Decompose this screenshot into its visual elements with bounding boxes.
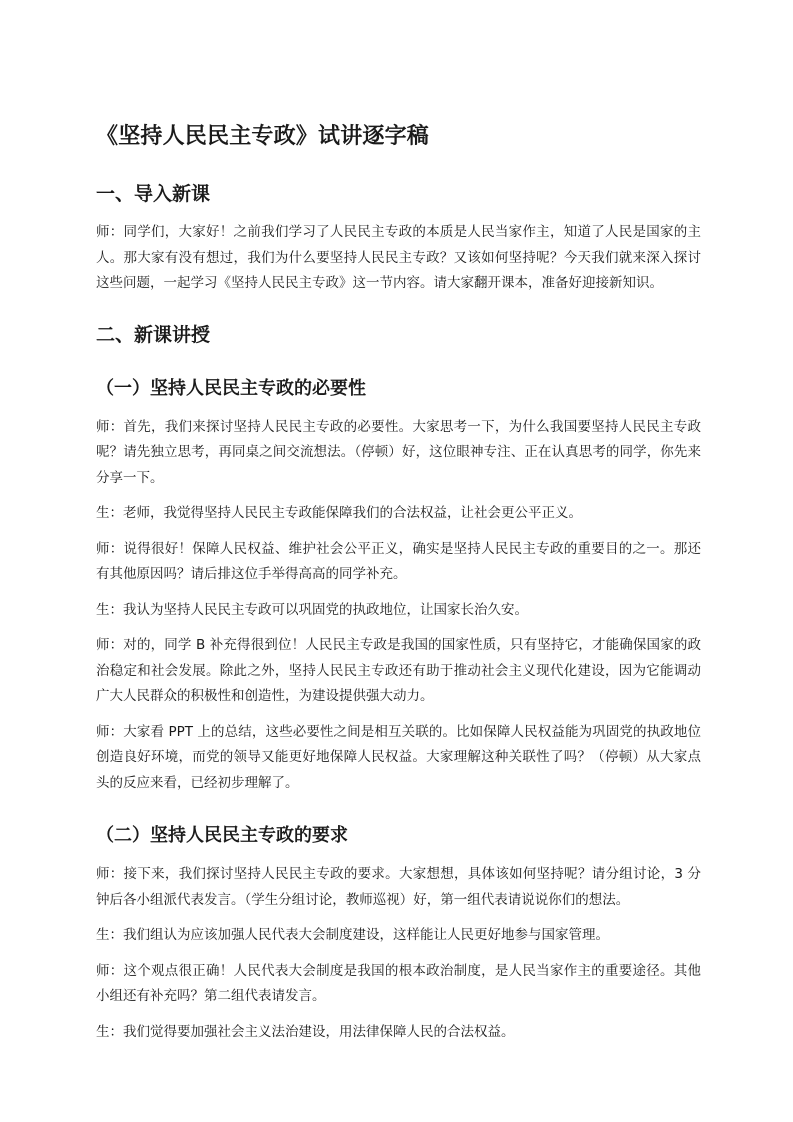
subsection-heading-requirements: （二）坚持人民民主专政的要求 <box>96 825 348 846</box>
section-heading-lecture: 二、新课讲授 <box>96 323 211 346</box>
paragraph: 师：这个观点很正确！人民代表大会制度是我国的根本政治制度，是人民当家作主的重要途径。其他小组还有补充吗？第二组代表请发言。 <box>96 962 701 1004</box>
paragraph: 生：老师，我觉得坚持人民民主专政能保障我们的合法权益，让社会更公平正义。 <box>96 505 582 521</box>
paragraph: 师：同学们，大家好！之前我们学习了人民民主专政的本质是人民当家作主，知道了人民是国家的主人。那大家有没有想过，我们为什么要坚持人民民主专政？又该如何坚持呢？今天我们就来深入探讨这些问题，一起学习《坚持人民民主专政》这一节内容。请大家翻开课本，准备好迎接新知识。 <box>96 224 701 291</box>
paragraph: 师：首先，我们来探讨坚持人民民主专政的必要性。大家思考一下，为什么我国要坚持人民民主专政呢？请先独立思考，再同桌之间交流想法。（停顿）好，这位眼神专注、正在认真思考的同学，你先来分享一下。 <box>96 418 701 486</box>
section-heading-intro: 一、导入新课 <box>96 183 211 205</box>
subsection-heading-necessity: （一）坚持人民民主专政的必要性 <box>96 377 366 399</box>
paragraph: 生：我们组认为应该加强人民代表大会制度建设，这样能让人民更好地参与国家管理。 <box>96 927 609 943</box>
paragraph: 师：对的，同学 B 补充得很到位！人民民主专政是我国的国家性质，只有坚持它，才能确保国家的政治稳定和社会发展。除此之外，坚持人民民主专政还有助于推动社会主义现代化建设，因为它能调动广大人民群众的积极性和创造性，为建设提供强大动力。 <box>96 637 701 704</box>
paragraph: 师：接下来，我们探讨坚持人民民主专政的要求。大家想想，具体该如何坚持呢？请分组讨论，3 分钟后各小组派代表发言。（学生分组讨论，教师巡视）好，第一组代表请说说你们的想法。 <box>96 866 701 908</box>
paragraph: 生：我认为坚持人民民主专政可以巩固党的执政地位，让国家长治久安。 <box>96 601 528 618</box>
paragraph: 师：大家看 PPT 上的总结，这些必要性之间是相互关联的。比如保障人民权益能为巩固党的执政地位创造良好环境，而党的领导又能更好地保障人民权益。大家理解这种关联性了吗？（停顿）从大家点头的反应来看，已经初步理解了。 <box>96 723 701 791</box>
document-title: 《坚持人民民主专政》试讲逐字稿 <box>96 124 430 149</box>
paragraph: 生：我们觉得要加强社会主义法治建设，用法律保障人民的合法权益。 <box>96 1023 515 1040</box>
paragraph: 师：说得很好！保障人民权益、维护社会公平正义，确实是坚持人民民主专政的重要目的之一。那还有其他原因吗？请后排这位手举得高高的同学补充。 <box>96 540 701 582</box>
